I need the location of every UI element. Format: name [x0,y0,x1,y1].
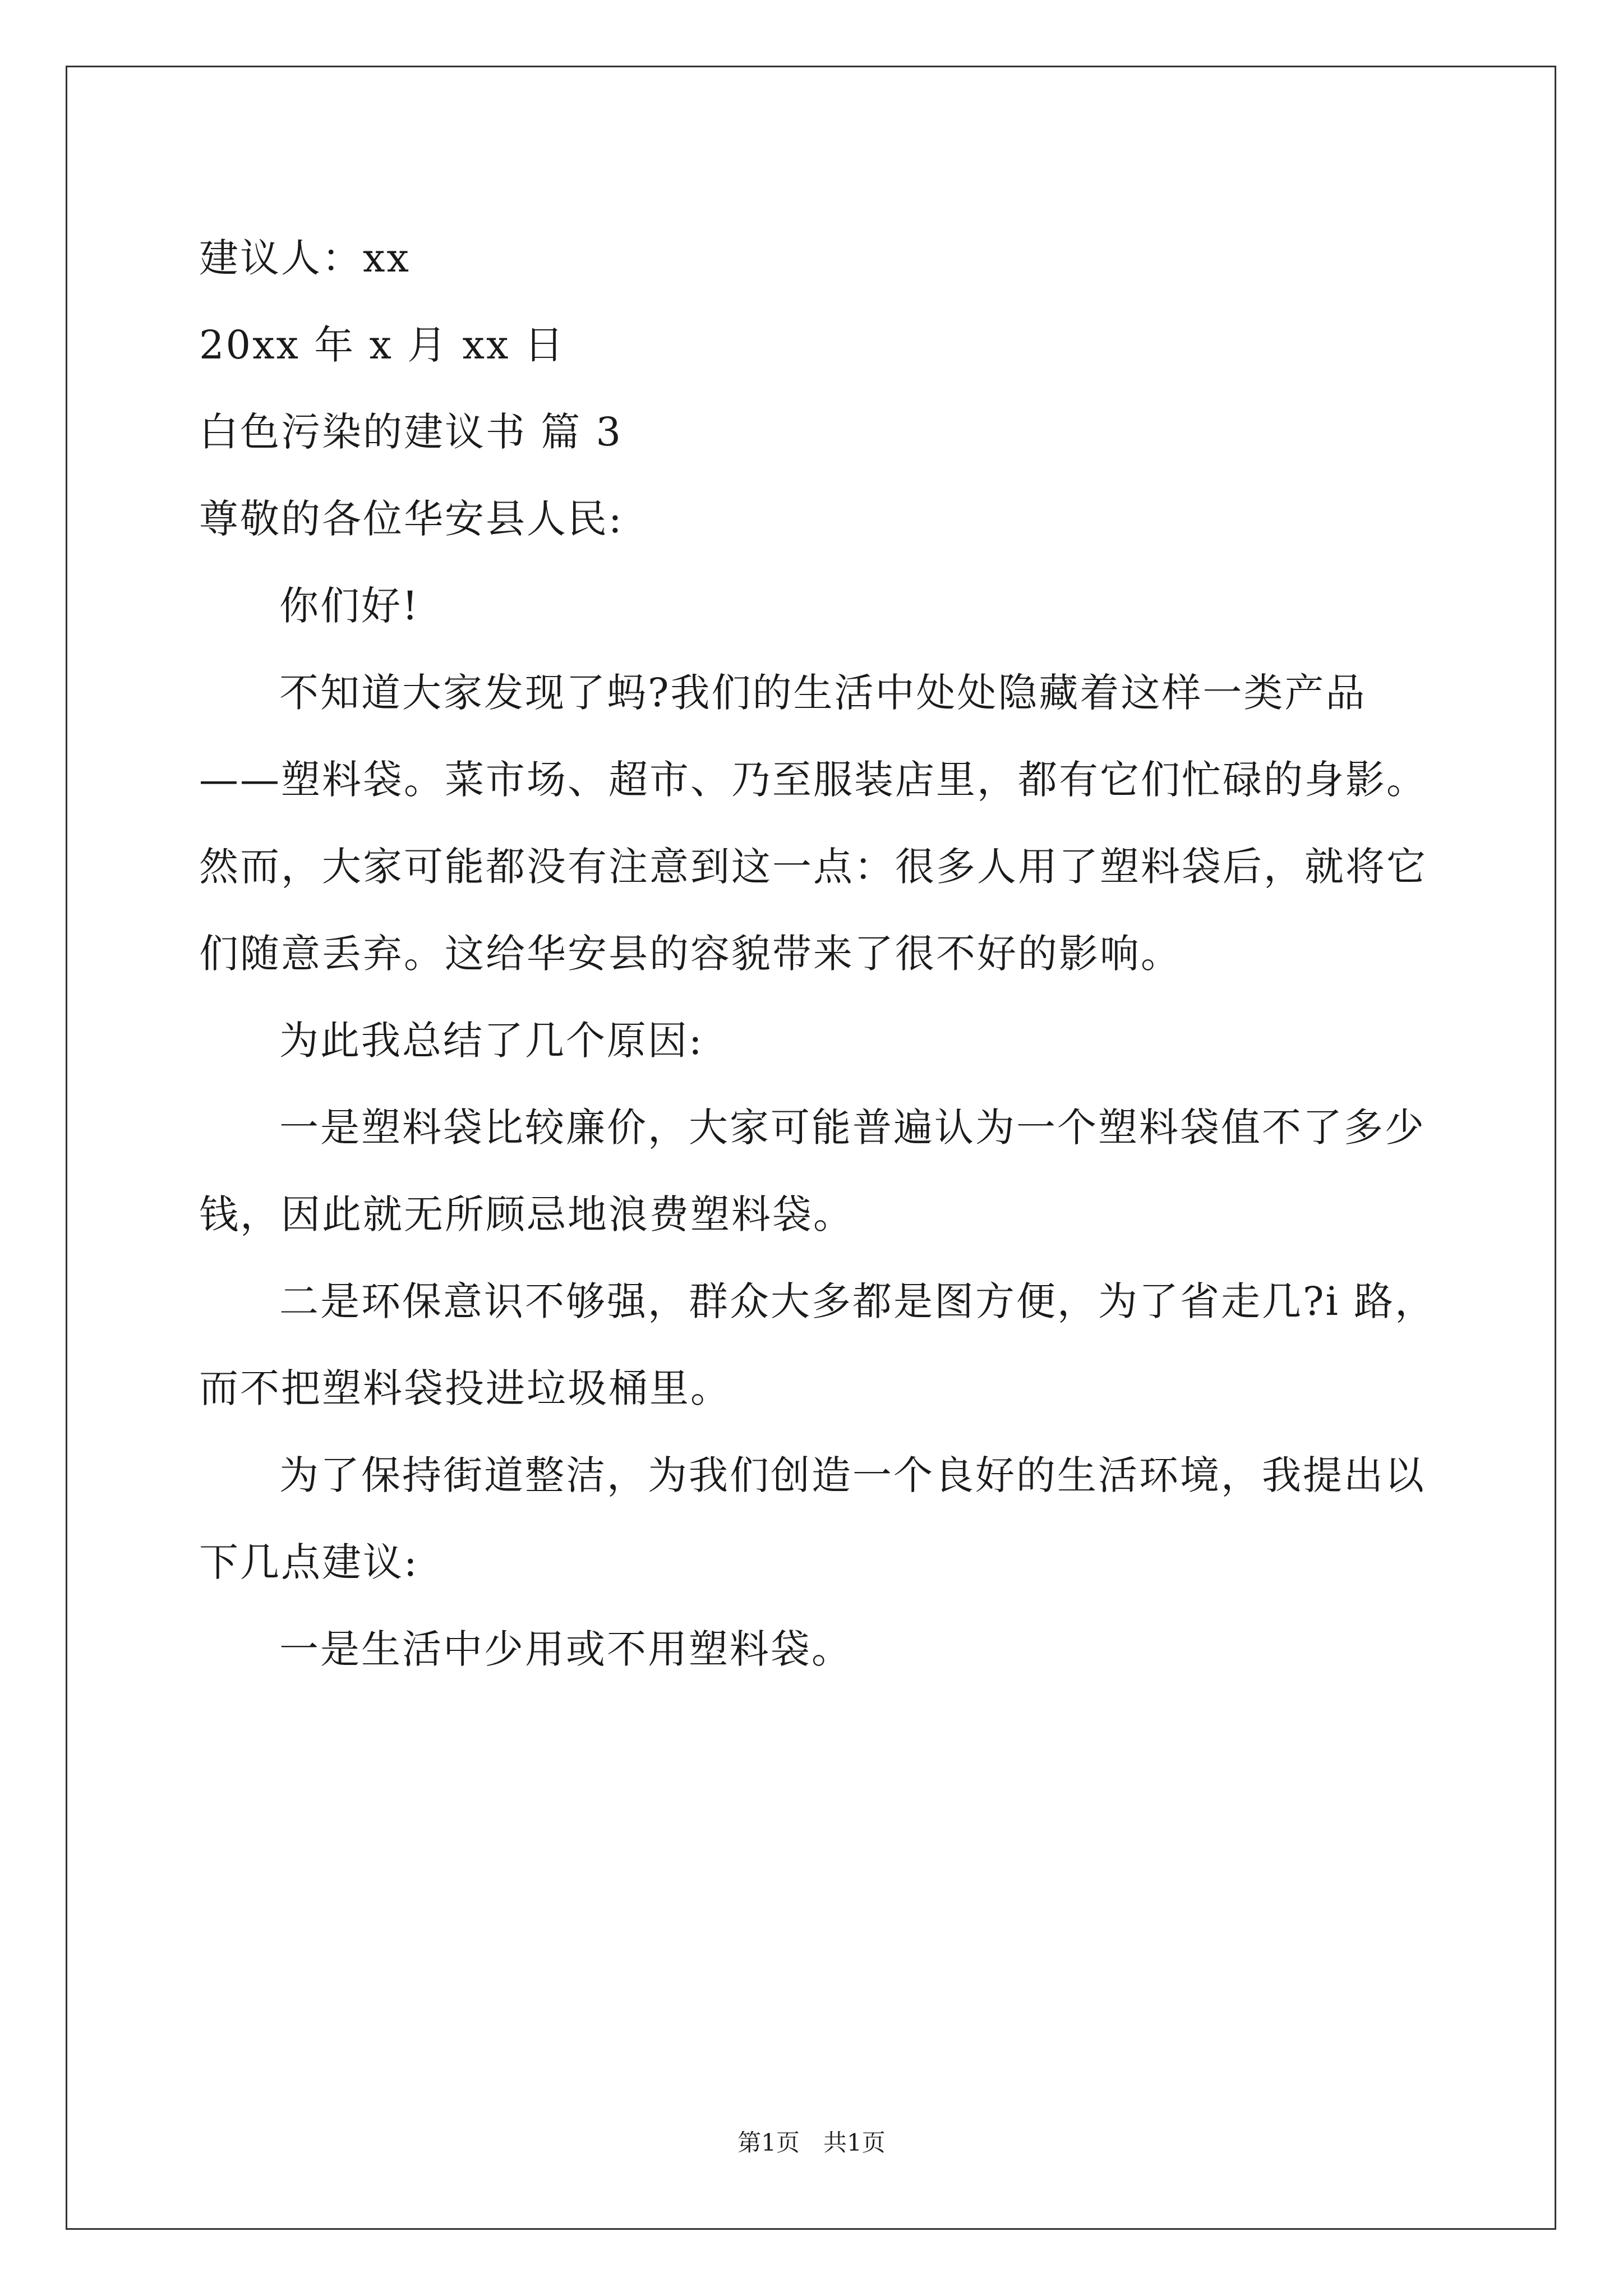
greeting: 你们好! [279,583,420,629]
paragraph-line: 不知道大家发现了蚂?我们的生活中处处隐藏着这样一类产品 [279,670,1367,716]
proposer-line: 建议人：xx [199,235,411,281]
paragraph-line: 下几点建议: [199,1539,419,1585]
paragraph-line: 为了保持街道整洁，为我们创造一个良好的生活环境，我提出以 [279,1452,1426,1498]
paragraph-line: 一是塑料袋比较廉价，大家可能普遍认为一个塑料袋值不了多少 [279,1105,1426,1151]
section-title: 白色污染的建议书 篇 3 [199,409,623,455]
paragraph-line: 一是生活中少用或不用塑料袋。 [279,1626,852,1672]
paragraph-line: 而不把塑料袋投进垃圾桶里。 [199,1365,731,1411]
paragraph-line: ——塑料袋。菜市场、超市、乃至服装店里，都有它们忙碌的身影。 [199,757,1427,803]
date-line: 20xx 年 x 月 xx 日 [199,322,565,368]
paragraph-line: 二是环保意识不够强，群众大多都是图方便，为了省走几?i 路， [279,1278,1436,1324]
salutation: 尊敬的各位华安县人民: [199,496,624,542]
paragraph-line: 钱，因此就无所顾忌地浪费塑料袋。 [199,1191,854,1237]
paragraph-line: 们随意丢弃。这给华安县的容貌带来了很不好的影响。 [199,931,1182,977]
paragraph-line: 为此我总结了几个原因: [279,1018,704,1064]
page-footer: 第1页 共1页 [737,2129,886,2156]
paragraph-line: 然而，大家可能都没有注意到这一点：很多人用了塑料袋后，就将它 [199,844,1427,890]
